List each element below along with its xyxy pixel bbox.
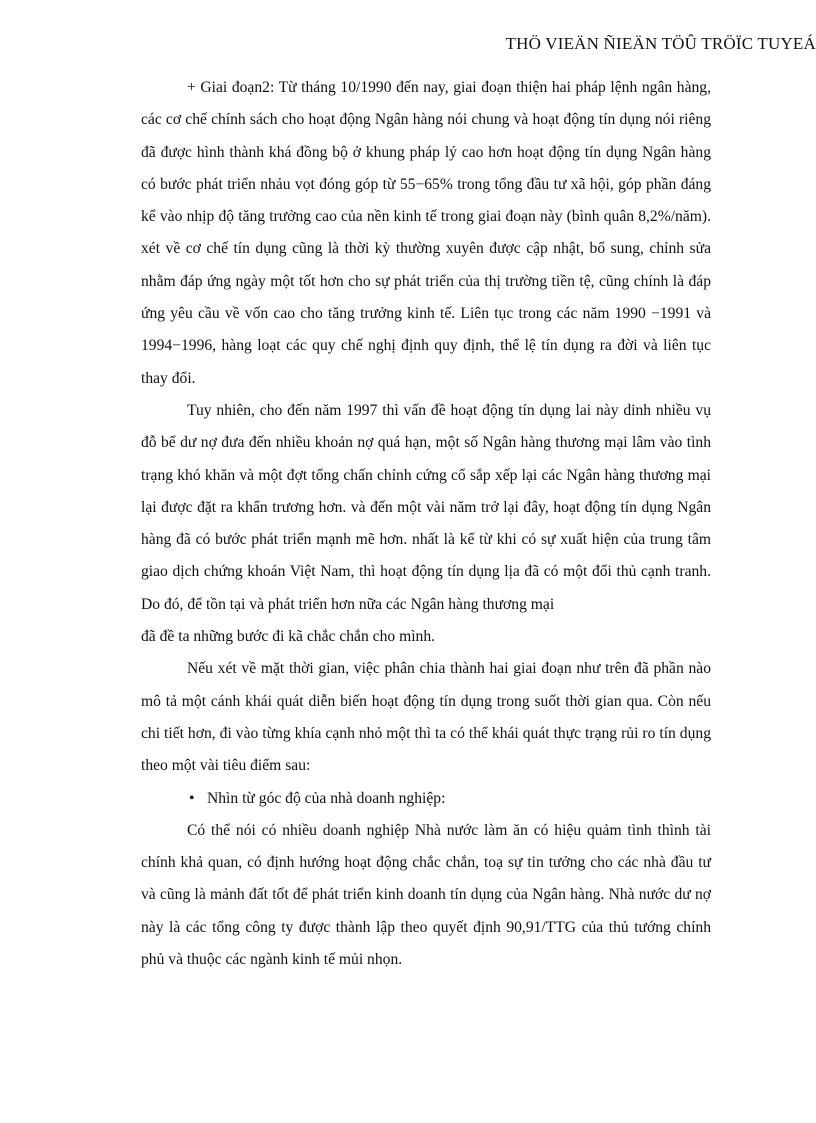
page-header: THÖ VIEÄN ÑIEÄN TÖÛ TRÖÏC TUYEÁ: [505, 34, 816, 53]
paragraph-tuy-nhien: Tuy nhiên, cho đến năm 1997 thì vấn đề hoạt động tín dụng lai này dinh nhiều vụ đỗ bể dư nợ đưa đến nhiều khoản nợ quá hạn, một số Ngân hàng thương mại lâm vào tình trạng khó khăn và một đợt tổng chấn chỉnh cứng cổ sắp xếp lại các Ngân hàng thương mại lại được đặt ra khẩn trương hơn. và đến một vài năm trở lại đây, hoạt động tín dụng Ngân hàng đã có bước phát triển mạnh mẽ hơn. nhất là kể từ khi có sự xuất hiện của trung tâm giao dịch chứng khoán Việt Nam, thì hoạt động tín dụng lịa đã có một đổi thủ cạnh tranh. Do đó, để tồn tại và phát triển hơn nữa các Ngân hàng thương mại: [141, 401, 711, 613]
document-body: [141, 72, 711, 976]
bullet-dot-icon: •: [189, 789, 195, 807]
paragraph-giai-doan-2: + Giai đoạn2: Từ tháng 10/1990 đến nay, giai đoạn thiện hai pháp lệnh ngân hàng, các cơ chế chính sách cho hoạt động Ngân hàng nói chung và hoạt động tín dụng nói riêng đã được hình thành khá đồng bộ ở khung pháp lý cao hơn hoạt động tín dụng Ngân hàng có bước phát triển nhảu vọt đóng góp từ 55−65% trong tổng đầu tư xã hội, góp phần đáng kể vào nhịp độ tăng trưởng cao của nền kinh tế trong giai đoạn này (bình quân 8,2%/năm). xét về cơ chế tín dụng cũng là thời kỳ thường xuyên được cập nhật, bổ sung, chỉnh sửa nhằm đáp ứng ngày một tốt hơn cho sự phát triển của thị trường tiền tệ, cũng chính là đáp ứng yêu cầu về vốn cao cho tăng trưởng kinh tế. Liên tục trong các năm 1990 −1991 và 1994−1996, hàng loạt các quy chế nghị định quy định, thể lệ tín dụng ra đời và liên tục thay đổi.: [141, 79, 711, 387]
paragraph-doanh-nghiep: Có thể nói có nhiều doanh nghiệp Nhà nước làm ăn có hiệu quảm tình thình tài chính khả quan, có định hướng hoạt động chắc chắn, toạ sự tin tưởng cho các nhà đầu tư và cũng là mảnh đất tốt để phát triển kinh doanh tín dụng của Ngân hàng. Nhà nước dư nợ này là các tổng công ty được thành lập theo quyết định 90,91/TTG của thủ tướng chính phủ và thuộc các ngành kinh tế mủi nhọn.: [141, 821, 711, 969]
bullet-text: Nhìn từ góc độ của nhà doanh nghiệp:: [207, 789, 446, 807]
paragraph-thoi-gian: Nếu xét về mặt thời gian, việc phân chia thành hai giai đoạn như trên đã phần nào mô tả một cánh khái quát diễn biến hoạt động tín dụng trong suốt thời gian qua. Còn nếu chi tiết hơn, đi vào từng khía cạnh nhỏ một thì ta có thể khái quát thực trạng rủi ro tín dụng theo một vài tiêu điểm sau:: [141, 660, 711, 775]
bullet-item: [141, 783, 711, 815]
paragraph-continuation: đã đề ta những bước đi kã chắc chắn cho mình.: [141, 628, 436, 646]
